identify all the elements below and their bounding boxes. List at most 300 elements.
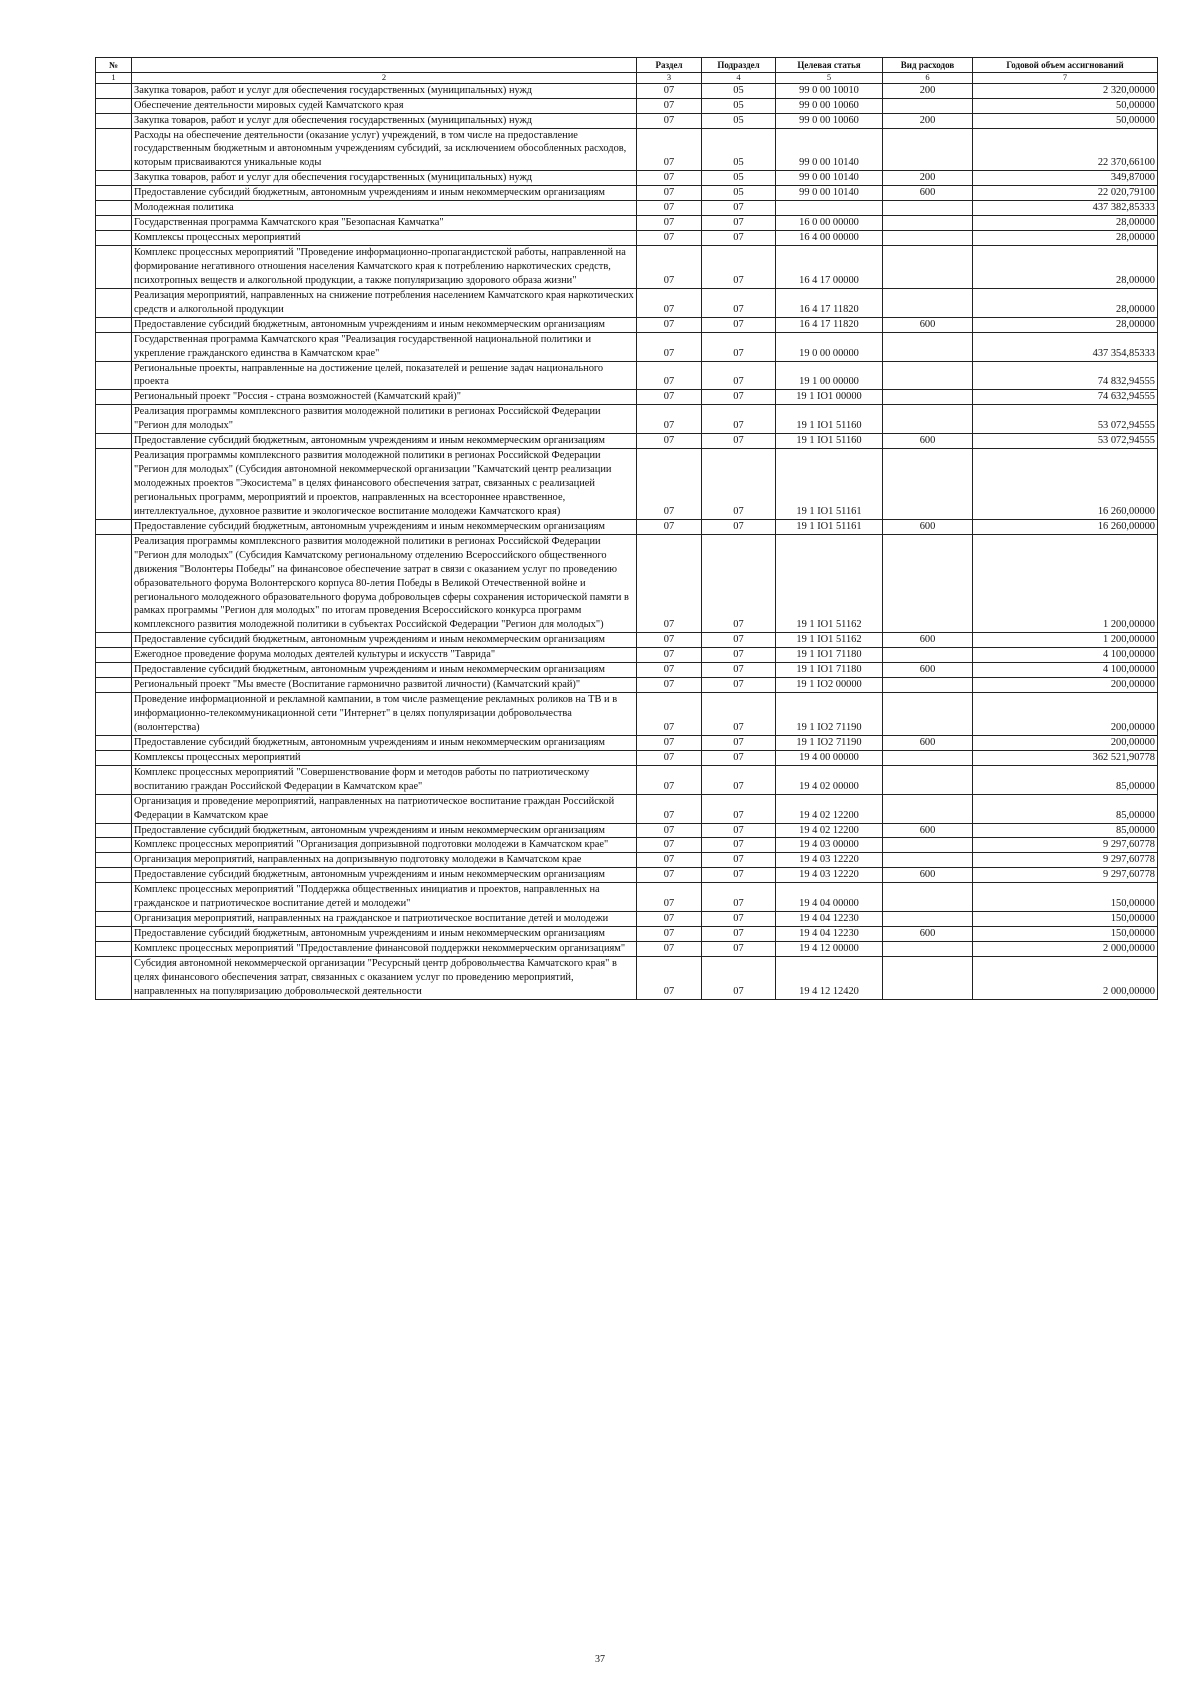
row-number-cell xyxy=(96,853,132,868)
column-number-row xyxy=(96,73,1158,83)
row-section-cell: 07 xyxy=(637,853,702,868)
row-number-cell xyxy=(96,663,132,678)
row-target-cell: 19 1 IO1 51160 xyxy=(776,405,883,434)
row-number-cell xyxy=(96,942,132,957)
row-name-cell: Комплексы процессных мероприятий xyxy=(132,750,637,765)
row-exptype-cell: 600 xyxy=(883,186,973,201)
row-amount-cell: 150,00000 xyxy=(973,912,1158,927)
row-exptype-cell xyxy=(883,246,973,289)
row-number-cell xyxy=(96,823,132,838)
row-amount-cell: 28,00000 xyxy=(973,317,1158,332)
row-number-cell xyxy=(96,113,132,128)
table-row xyxy=(96,942,1158,957)
row-subsection-cell: 07 xyxy=(702,216,776,231)
row-exptype-cell: 200 xyxy=(883,113,973,128)
row-number-cell xyxy=(96,633,132,648)
row-target-cell: 19 1 IO1 51162 xyxy=(776,534,883,633)
row-section-cell: 07 xyxy=(637,288,702,317)
row-subsection-cell: 07 xyxy=(702,317,776,332)
row-name-cell: Организация мероприятий, направленных на допризывную подготовку молодежи в Камчатском крае xyxy=(132,853,637,868)
row-section-cell: 07 xyxy=(637,216,702,231)
row-amount-cell: 9 297,60778 xyxy=(973,838,1158,853)
row-exptype-cell xyxy=(883,765,973,794)
row-number-cell xyxy=(96,434,132,449)
row-number-cell xyxy=(96,171,132,186)
table-row xyxy=(96,231,1158,246)
row-exptype-cell: 600 xyxy=(883,823,973,838)
row-name-cell: Предоставление субсидий бюджетным, автономным учреждениям и иным некоммерческим организациям xyxy=(132,823,637,838)
table-row xyxy=(96,663,1158,678)
row-name-cell: Реализация программы комплексного развития молодежной политики в регионах Российской Федерации "Регион для молодых" (Субсидия Камчатскому региональному отделению Всероссийского общественного движения "Волонтеры Победы" на финансовое обеспечение затрат в связи с оказанием услуг по проведению образовательного форума Волонтерского корпуса 80-летия Победы в Великой Отечественной войне и регионального молодежного образовательного форума добровольцев сферы сохранения исторической памяти в рамках программы "Регион для молодых" по итогам проведения Всероссийского конкурса программ комплексного развития молодежной политики в субъектах Российской Федерации "Регион для молодых") xyxy=(132,534,637,633)
row-amount-cell: 28,00000 xyxy=(973,231,1158,246)
row-exptype-cell: 600 xyxy=(883,317,973,332)
page-number: 37 xyxy=(595,1654,605,1665)
row-name-cell: Предоставление субсидий бюджетным, автономным учреждениям и иным некоммерческим организациям xyxy=(132,633,637,648)
table-row xyxy=(96,317,1158,332)
row-exptype-cell xyxy=(883,128,973,171)
row-section-cell: 07 xyxy=(637,765,702,794)
row-subsection-cell: 07 xyxy=(702,648,776,663)
row-exptype-cell xyxy=(883,405,973,434)
row-amount-cell: 16 260,00000 xyxy=(973,519,1158,534)
row-target-cell: 19 4 12 00000 xyxy=(776,942,883,957)
row-target-cell: 16 4 17 11820 xyxy=(776,288,883,317)
row-number-cell xyxy=(96,361,132,390)
row-name-cell: Реализация программы комплексного развития молодежной политики в регионах Российской Федерации "Регион для молодых" xyxy=(132,405,637,434)
row-subsection-cell: 07 xyxy=(702,390,776,405)
row-name-cell: Закупка товаров, работ и услуг для обеспечения государственных (муниципальных) нужд xyxy=(132,83,637,98)
row-target-cell: 19 4 04 12230 xyxy=(776,927,883,942)
row-amount-cell: 28,00000 xyxy=(973,288,1158,317)
table-row xyxy=(96,534,1158,633)
row-exptype-cell xyxy=(883,956,973,999)
row-subsection-cell: 07 xyxy=(702,735,776,750)
row-section-cell: 07 xyxy=(637,201,702,216)
row-amount-cell: 2 320,00000 xyxy=(973,83,1158,98)
row-number-cell xyxy=(96,246,132,289)
row-amount-cell: 1 200,00000 xyxy=(973,534,1158,633)
row-target-cell: 19 1 IO2 71190 xyxy=(776,693,883,736)
table-row xyxy=(96,853,1158,868)
row-name-cell: Обеспечение деятельности мировых судей Камчатского края xyxy=(132,98,637,113)
col-number: 4 xyxy=(702,73,776,83)
row-subsection-cell: 07 xyxy=(702,449,776,520)
row-target-cell: 99 0 00 10140 xyxy=(776,128,883,171)
row-amount-cell: 2 000,00000 xyxy=(973,956,1158,999)
row-target-cell: 19 1 IO1 51162 xyxy=(776,633,883,648)
row-section-cell: 07 xyxy=(637,98,702,113)
row-target-cell: 19 4 00 00000 xyxy=(776,750,883,765)
row-amount-cell: 85,00000 xyxy=(973,765,1158,794)
table-row xyxy=(96,246,1158,289)
row-amount-cell: 150,00000 xyxy=(973,883,1158,912)
row-target-cell: 19 1 IO2 00000 xyxy=(776,678,883,693)
row-amount-cell: 74 632,94555 xyxy=(973,390,1158,405)
row-target-cell: 19 4 12 12420 xyxy=(776,956,883,999)
table-body xyxy=(96,83,1158,999)
row-exptype-cell xyxy=(883,216,973,231)
row-subsection-cell: 07 xyxy=(702,231,776,246)
row-section-cell: 07 xyxy=(637,113,702,128)
row-exptype-cell xyxy=(883,648,973,663)
row-subsection-cell: 05 xyxy=(702,186,776,201)
header-section: Раздел xyxy=(637,58,702,73)
table-row xyxy=(96,288,1158,317)
row-section-cell: 07 xyxy=(637,246,702,289)
col-number: 2 xyxy=(132,73,637,83)
header-num: № xyxy=(96,58,132,73)
row-name-cell: Ежегодное проведение форума молодых деятелей культуры и искусств "Таврида" xyxy=(132,648,637,663)
table-row xyxy=(96,171,1158,186)
row-name-cell: Комплекс процессных мероприятий "Поддержка общественных инициатив и проектов, направленных на гражданское и патриотическое воспитание детей и молодежи" xyxy=(132,883,637,912)
row-exptype-cell: 600 xyxy=(883,434,973,449)
col-number: 3 xyxy=(637,73,702,83)
row-amount-cell: 200,00000 xyxy=(973,735,1158,750)
row-target-cell: 19 1 IO1 71180 xyxy=(776,648,883,663)
row-subsection-cell: 07 xyxy=(702,750,776,765)
row-exptype-cell xyxy=(883,361,973,390)
row-exptype-cell xyxy=(883,838,973,853)
row-name-cell: Предоставление субсидий бюджетным, автономным учреждениям и иным некоммерческим организациям xyxy=(132,434,637,449)
row-target-cell: 19 4 03 12220 xyxy=(776,853,883,868)
row-target-cell: 19 4 02 00000 xyxy=(776,765,883,794)
table-row xyxy=(96,128,1158,171)
row-name-cell: Региональный проект "Россия - страна возможностей (Камчатский край)" xyxy=(132,390,637,405)
row-amount-cell: 437 354,85333 xyxy=(973,332,1158,361)
row-amount-cell: 85,00000 xyxy=(973,794,1158,823)
row-section-cell: 07 xyxy=(637,449,702,520)
row-number-cell xyxy=(96,317,132,332)
row-name-cell: Государственная программа Камчатского края "Реализация государственной национальной политики и укрепление гражданского единства в Камчатском крае" xyxy=(132,332,637,361)
row-name-cell: Региональный проект "Мы вместе (Воспитание гармонично развитой личности) (Камчатский край)" xyxy=(132,678,637,693)
table-row xyxy=(96,678,1158,693)
row-exptype-cell xyxy=(883,942,973,957)
row-section-cell: 07 xyxy=(637,361,702,390)
row-number-cell xyxy=(96,678,132,693)
row-name-cell: Комплекс процессных мероприятий "Проведение информационно-пропагандистской работы, направленной на формирование негативного отношения населения Камчатского края к потреблению наркотических средств, психотропных веществ и алкогольной продукции, а также популяризацию здорового образа жизни" xyxy=(132,246,637,289)
row-subsection-cell: 07 xyxy=(702,534,776,633)
row-section-cell: 07 xyxy=(637,434,702,449)
row-section-cell: 07 xyxy=(637,171,702,186)
row-section-cell: 07 xyxy=(637,332,702,361)
row-number-cell xyxy=(96,128,132,171)
row-section-cell: 07 xyxy=(637,633,702,648)
row-exptype-cell: 600 xyxy=(883,868,973,883)
row-target-cell: 19 4 02 12200 xyxy=(776,794,883,823)
row-name-cell: Предоставление субсидий бюджетным, автономным учреждениям и иным некоммерческим организациям xyxy=(132,927,637,942)
row-section-cell: 07 xyxy=(637,83,702,98)
row-subsection-cell: 05 xyxy=(702,98,776,113)
row-subsection-cell: 07 xyxy=(702,361,776,390)
col-number: 1 xyxy=(96,73,132,83)
row-amount-cell: 437 382,85333 xyxy=(973,201,1158,216)
row-amount-cell: 53 072,94555 xyxy=(973,434,1158,449)
row-name-cell: Расходы на обеспечение деятельности (оказание услуг) учреждений, в том числе на предоставление государственным бюджетным и автономным учреждениям субсидий, за исключением обособленных расходов, которым присваиваются уникальные коды xyxy=(132,128,637,171)
row-exptype-cell xyxy=(883,390,973,405)
row-name-cell: Реализация мероприятий, направленных на снижение потребления населением Камчатского края наркотических средств и алкогольной продукции xyxy=(132,288,637,317)
row-exptype-cell: 600 xyxy=(883,735,973,750)
row-section-cell: 07 xyxy=(637,838,702,853)
row-subsection-cell: 07 xyxy=(702,794,776,823)
table-row xyxy=(96,794,1158,823)
row-amount-cell: 74 832,94555 xyxy=(973,361,1158,390)
row-target-cell: 19 1 IO2 71190 xyxy=(776,735,883,750)
row-section-cell: 07 xyxy=(637,942,702,957)
table-row xyxy=(96,633,1158,648)
row-section-cell: 07 xyxy=(637,927,702,942)
row-name-cell: Закупка товаров, работ и услуг для обеспечения государственных (муниципальных) нужд xyxy=(132,113,637,128)
row-subsection-cell: 07 xyxy=(702,246,776,289)
row-subsection-cell: 07 xyxy=(702,942,776,957)
row-number-cell xyxy=(96,750,132,765)
col-number: 7 xyxy=(973,73,1158,83)
row-exptype-cell xyxy=(883,853,973,868)
row-name-cell: Предоставление субсидий бюджетным, автономным учреждениям и иным некоммерческим организациям xyxy=(132,317,637,332)
row-name-cell: Реализация программы комплексного развития молодежной политики в регионах Российской Федерации "Регион для молодых" (Субсидия автономной некоммерческой организации "Камчатский центр реализации молодежных проектов "Экосистема" в целях финансового обеспечения затрат, связанных с реализацией региональных программ, мероприятий и проектов, направленных на всестороннее нравственное, интеллектуальное, духовное развитие и экологическое воспитание молодежи Камчатского края) xyxy=(132,449,637,520)
row-name-cell: Государственная программа Камчатского края "Безопасная Камчатка" xyxy=(132,216,637,231)
row-number-cell xyxy=(96,519,132,534)
row-number-cell xyxy=(96,288,132,317)
row-target-cell: 19 1 IO1 71180 xyxy=(776,663,883,678)
row-subsection-cell: 05 xyxy=(702,171,776,186)
row-name-cell: Региональные проекты, направленные на достижение целей, показателей и решение задач национального проекта xyxy=(132,361,637,390)
row-target-cell: 19 1 IO1 51161 xyxy=(776,519,883,534)
table-row xyxy=(96,83,1158,98)
col-number: 6 xyxy=(883,73,973,83)
row-target-cell: 19 0 00 00000 xyxy=(776,332,883,361)
table-row xyxy=(96,405,1158,434)
row-number-cell xyxy=(96,956,132,999)
row-number-cell xyxy=(96,534,132,633)
table-row xyxy=(96,927,1158,942)
row-section-cell: 07 xyxy=(637,317,702,332)
row-amount-cell: 349,87000 xyxy=(973,171,1158,186)
row-section-cell: 07 xyxy=(637,956,702,999)
row-number-cell xyxy=(96,186,132,201)
row-amount-cell: 22 370,66100 xyxy=(973,128,1158,171)
header-exptype: Вид расходов xyxy=(883,58,973,73)
table-row xyxy=(96,735,1158,750)
row-subsection-cell: 07 xyxy=(702,434,776,449)
row-target-cell: 99 0 00 10060 xyxy=(776,98,883,113)
row-exptype-cell xyxy=(883,678,973,693)
row-target-cell: 19 4 03 12220 xyxy=(776,868,883,883)
table-row xyxy=(96,201,1158,216)
row-subsection-cell: 07 xyxy=(702,838,776,853)
row-name-cell: Организация мероприятий, направленных на гражданское и патриотическое воспитание детей и молодежи xyxy=(132,912,637,927)
row-exptype-cell xyxy=(883,883,973,912)
row-number-cell xyxy=(96,405,132,434)
row-subsection-cell: 07 xyxy=(702,883,776,912)
row-number-cell xyxy=(96,912,132,927)
table-row xyxy=(96,361,1158,390)
row-exptype-cell: 600 xyxy=(883,519,973,534)
row-name-cell: Комплекс процессных мероприятий "Предоставление финансовой поддержки некоммерческим организациям" xyxy=(132,942,637,957)
row-name-cell: Предоставление субсидий бюджетным, автономным учреждениям и иным некоммерческим организациям xyxy=(132,868,637,883)
row-exptype-cell xyxy=(883,449,973,520)
row-target-cell: 16 4 17 00000 xyxy=(776,246,883,289)
row-amount-cell: 362 521,90778 xyxy=(973,750,1158,765)
header-name xyxy=(132,58,637,73)
table-header xyxy=(96,58,1158,84)
row-name-cell: Комплекс процессных мероприятий "Совершенствование форм и методов работы по патриотическому воспитанию граждан Российской Федерации в Камчатском крае" xyxy=(132,765,637,794)
row-subsection-cell: 07 xyxy=(702,288,776,317)
row-section-cell: 07 xyxy=(637,823,702,838)
row-amount-cell: 53 072,94555 xyxy=(973,405,1158,434)
row-subsection-cell: 07 xyxy=(702,765,776,794)
row-subsection-cell: 07 xyxy=(702,868,776,883)
row-name-cell: Предоставление субсидий бюджетным, автономным учреждениям и иным некоммерческим организациям xyxy=(132,735,637,750)
table-row xyxy=(96,765,1158,794)
table-row xyxy=(96,823,1158,838)
row-name-cell: Предоставление субсидий бюджетным, автономным учреждениям и иным некоммерческим организациям xyxy=(132,663,637,678)
table-row xyxy=(96,868,1158,883)
row-number-cell xyxy=(96,216,132,231)
row-exptype-cell xyxy=(883,288,973,317)
table-row xyxy=(96,519,1158,534)
table-row xyxy=(96,912,1158,927)
row-subsection-cell: 07 xyxy=(702,678,776,693)
row-number-cell xyxy=(96,765,132,794)
row-exptype-cell xyxy=(883,231,973,246)
row-name-cell: Субсидия автономной некоммерческой организации "Ресурсный центр добровольчества Камчатского края" в целях финансового обеспечения затрат, связанных с оказанием услуг по проведению мероприятий, направленных на популяризацию добровольческой деятельности xyxy=(132,956,637,999)
row-number-cell xyxy=(96,735,132,750)
row-target-cell: 99 0 00 10140 xyxy=(776,171,883,186)
table-row xyxy=(96,693,1158,736)
row-number-cell xyxy=(96,693,132,736)
row-section-cell: 07 xyxy=(637,693,702,736)
row-subsection-cell: 07 xyxy=(702,853,776,868)
table-row xyxy=(96,113,1158,128)
row-section-cell: 07 xyxy=(637,128,702,171)
row-amount-cell: 28,00000 xyxy=(973,246,1158,289)
row-exptype-cell xyxy=(883,201,973,216)
row-target-cell: 19 4 03 00000 xyxy=(776,838,883,853)
row-target-cell: 19 1 IO1 51160 xyxy=(776,434,883,449)
row-section-cell: 07 xyxy=(637,534,702,633)
row-subsection-cell: 07 xyxy=(702,201,776,216)
row-section-cell: 07 xyxy=(637,231,702,246)
row-number-cell xyxy=(96,83,132,98)
table-row xyxy=(96,838,1158,853)
row-subsection-cell: 07 xyxy=(702,633,776,648)
budget-table xyxy=(95,57,1158,1000)
row-exptype-cell xyxy=(883,98,973,113)
row-subsection-cell: 07 xyxy=(702,332,776,361)
table-row xyxy=(96,648,1158,663)
row-name-cell: Предоставление субсидий бюджетным, автономным учреждениям и иным некоммерческим организациям xyxy=(132,519,637,534)
row-number-cell xyxy=(96,868,132,883)
row-name-cell: Комплексы процессных мероприятий xyxy=(132,231,637,246)
row-section-cell: 07 xyxy=(637,405,702,434)
row-number-cell xyxy=(96,390,132,405)
header-row xyxy=(96,58,1158,73)
row-number-cell xyxy=(96,794,132,823)
row-section-cell: 07 xyxy=(637,883,702,912)
row-target-cell: 16 4 17 11820 xyxy=(776,317,883,332)
row-name-cell: Проведение информационной и рекламной кампании, в том числе размещение рекламных роликов на ТВ и в информационно-телекоммуникационной сети "Интернет" в целях популяризации добровольчества (волонтерства) xyxy=(132,693,637,736)
row-section-cell: 07 xyxy=(637,648,702,663)
row-section-cell: 07 xyxy=(637,735,702,750)
row-target-cell: 99 0 00 10140 xyxy=(776,186,883,201)
row-section-cell: 07 xyxy=(637,912,702,927)
row-number-cell xyxy=(96,883,132,912)
row-exptype-cell: 600 xyxy=(883,663,973,678)
row-target-cell: 16 4 00 00000 xyxy=(776,231,883,246)
row-target-cell: 19 4 04 12230 xyxy=(776,912,883,927)
table-row xyxy=(96,186,1158,201)
table-row xyxy=(96,390,1158,405)
row-section-cell: 07 xyxy=(637,678,702,693)
row-exptype-cell xyxy=(883,750,973,765)
table-row xyxy=(96,332,1158,361)
row-number-cell xyxy=(96,648,132,663)
row-target-cell: 99 0 00 10060 xyxy=(776,113,883,128)
row-exptype-cell: 600 xyxy=(883,927,973,942)
row-amount-cell: 4 100,00000 xyxy=(973,663,1158,678)
row-name-cell: Комплекс процессных мероприятий "Организация допризывной подготовки молодежи в Камчатском крае" xyxy=(132,838,637,853)
table-row xyxy=(96,216,1158,231)
row-target-cell: 16 0 00 00000 xyxy=(776,216,883,231)
header-subsection: Подраздел xyxy=(702,58,776,73)
table-row xyxy=(96,98,1158,113)
col-number: 5 xyxy=(776,73,883,83)
row-exptype-cell: 600 xyxy=(883,633,973,648)
table-row xyxy=(96,956,1158,999)
row-target-cell: 19 1 00 00000 xyxy=(776,361,883,390)
row-target-cell: 19 1 IO1 00000 xyxy=(776,390,883,405)
row-exptype-cell xyxy=(883,794,973,823)
row-exptype-cell xyxy=(883,693,973,736)
row-amount-cell: 50,00000 xyxy=(973,113,1158,128)
row-subsection-cell: 07 xyxy=(702,823,776,838)
row-amount-cell: 9 297,60778 xyxy=(973,853,1158,868)
row-subsection-cell: 07 xyxy=(702,405,776,434)
row-amount-cell: 200,00000 xyxy=(973,693,1158,736)
row-name-cell: Предоставление субсидий бюджетным, автономным учреждениям и иным некоммерческим организациям xyxy=(132,186,637,201)
row-subsection-cell: 07 xyxy=(702,519,776,534)
row-name-cell: Организация и проведение мероприятий, направленных на патриотическое воспитание граждан Российской Федерации в Камчатском крае xyxy=(132,794,637,823)
row-amount-cell: 200,00000 xyxy=(973,678,1158,693)
row-amount-cell: 4 100,00000 xyxy=(973,648,1158,663)
row-subsection-cell: 07 xyxy=(702,927,776,942)
row-subsection-cell: 05 xyxy=(702,83,776,98)
row-section-cell: 07 xyxy=(637,186,702,201)
row-subsection-cell: 07 xyxy=(702,663,776,678)
row-target-cell: 19 1 IO1 51161 xyxy=(776,449,883,520)
row-subsection-cell: 07 xyxy=(702,912,776,927)
row-section-cell: 07 xyxy=(637,519,702,534)
row-target-cell: 99 0 00 10010 xyxy=(776,83,883,98)
row-amount-cell: 16 260,00000 xyxy=(973,449,1158,520)
row-number-cell xyxy=(96,927,132,942)
row-section-cell: 07 xyxy=(637,663,702,678)
row-amount-cell: 150,00000 xyxy=(973,927,1158,942)
row-number-cell xyxy=(96,838,132,853)
row-subsection-cell: 07 xyxy=(702,956,776,999)
row-amount-cell: 22 020,79100 xyxy=(973,186,1158,201)
row-name-cell: Молодежная политика xyxy=(132,201,637,216)
row-number-cell xyxy=(96,201,132,216)
row-amount-cell: 28,00000 xyxy=(973,216,1158,231)
row-exptype-cell xyxy=(883,912,973,927)
table-row xyxy=(96,883,1158,912)
row-number-cell xyxy=(96,449,132,520)
header-amount: Годовой объем ассигнований xyxy=(973,58,1158,73)
header-target: Целевая статья xyxy=(776,58,883,73)
row-exptype-cell xyxy=(883,332,973,361)
table-row xyxy=(96,449,1158,520)
